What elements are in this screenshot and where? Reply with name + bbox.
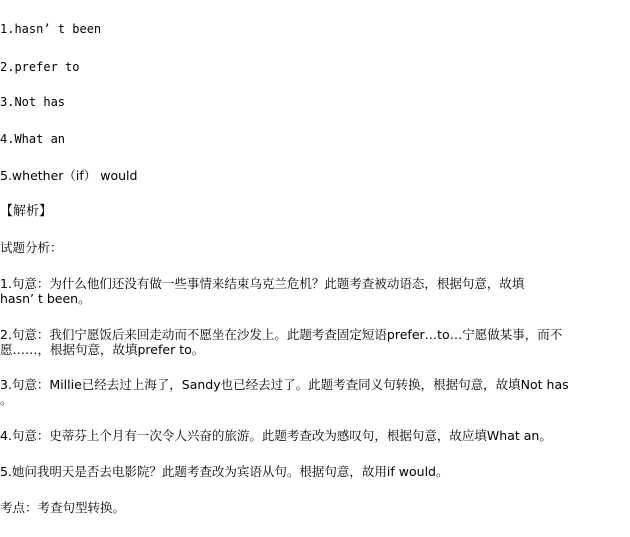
explanation-1-line-1: 1.句意：为什么他们还没有做一些事情来结束乌克兰危机？此题考查被动语态，根据句意，故填 bbox=[0, 276, 525, 291]
explanation-4: 4.句意：史蒂芬上个月有一次令人兴奋的旅游。此题考查改为感叹句，根据句意，故应填What an。 bbox=[0, 428, 552, 443]
explanation-3 bbox=[0, 377, 630, 407]
explanation-2 bbox=[0, 327, 630, 357]
explanation-2-line-2: 愿……，根据句意，故填prefer to。 bbox=[0, 342, 205, 357]
kaodian: 考点：考查句型转换。 bbox=[0, 500, 126, 515]
explanation-3-line-2: 。 bbox=[0, 392, 13, 407]
answer-4: 4.What an bbox=[0, 132, 66, 146]
answer-3: 3.Not has bbox=[0, 95, 66, 109]
explanation-3-line-1: 3.句意：Millie已经去过上海了，Sandy也已经去过了。此题考查同义句转换，根据句意，故填Not has bbox=[0, 377, 569, 392]
explanation-2-line-1: 2.句意：我们宁愿饭后来回走动而不愿坐在沙发上。此题考查固定短语prefer…to…宁愿做某事，而不 bbox=[0, 327, 563, 342]
explanation-1-line-2: hasn’ t been。 bbox=[0, 291, 91, 306]
explanation-5: 5.她问我明天是否去电影院？此题考查改为宾语从句。根据句意，故用if would。 bbox=[0, 464, 449, 479]
answer-1: 1.hasn’ t been bbox=[0, 22, 102, 36]
answer-2: 2.prefer to bbox=[0, 60, 80, 74]
answer-5: 5.whether（if） would bbox=[0, 168, 138, 183]
explanation-1 bbox=[0, 276, 630, 306]
analysis-intro: 试题分析： bbox=[0, 240, 63, 255]
analysis-heading: 【解析】 bbox=[0, 204, 53, 219]
